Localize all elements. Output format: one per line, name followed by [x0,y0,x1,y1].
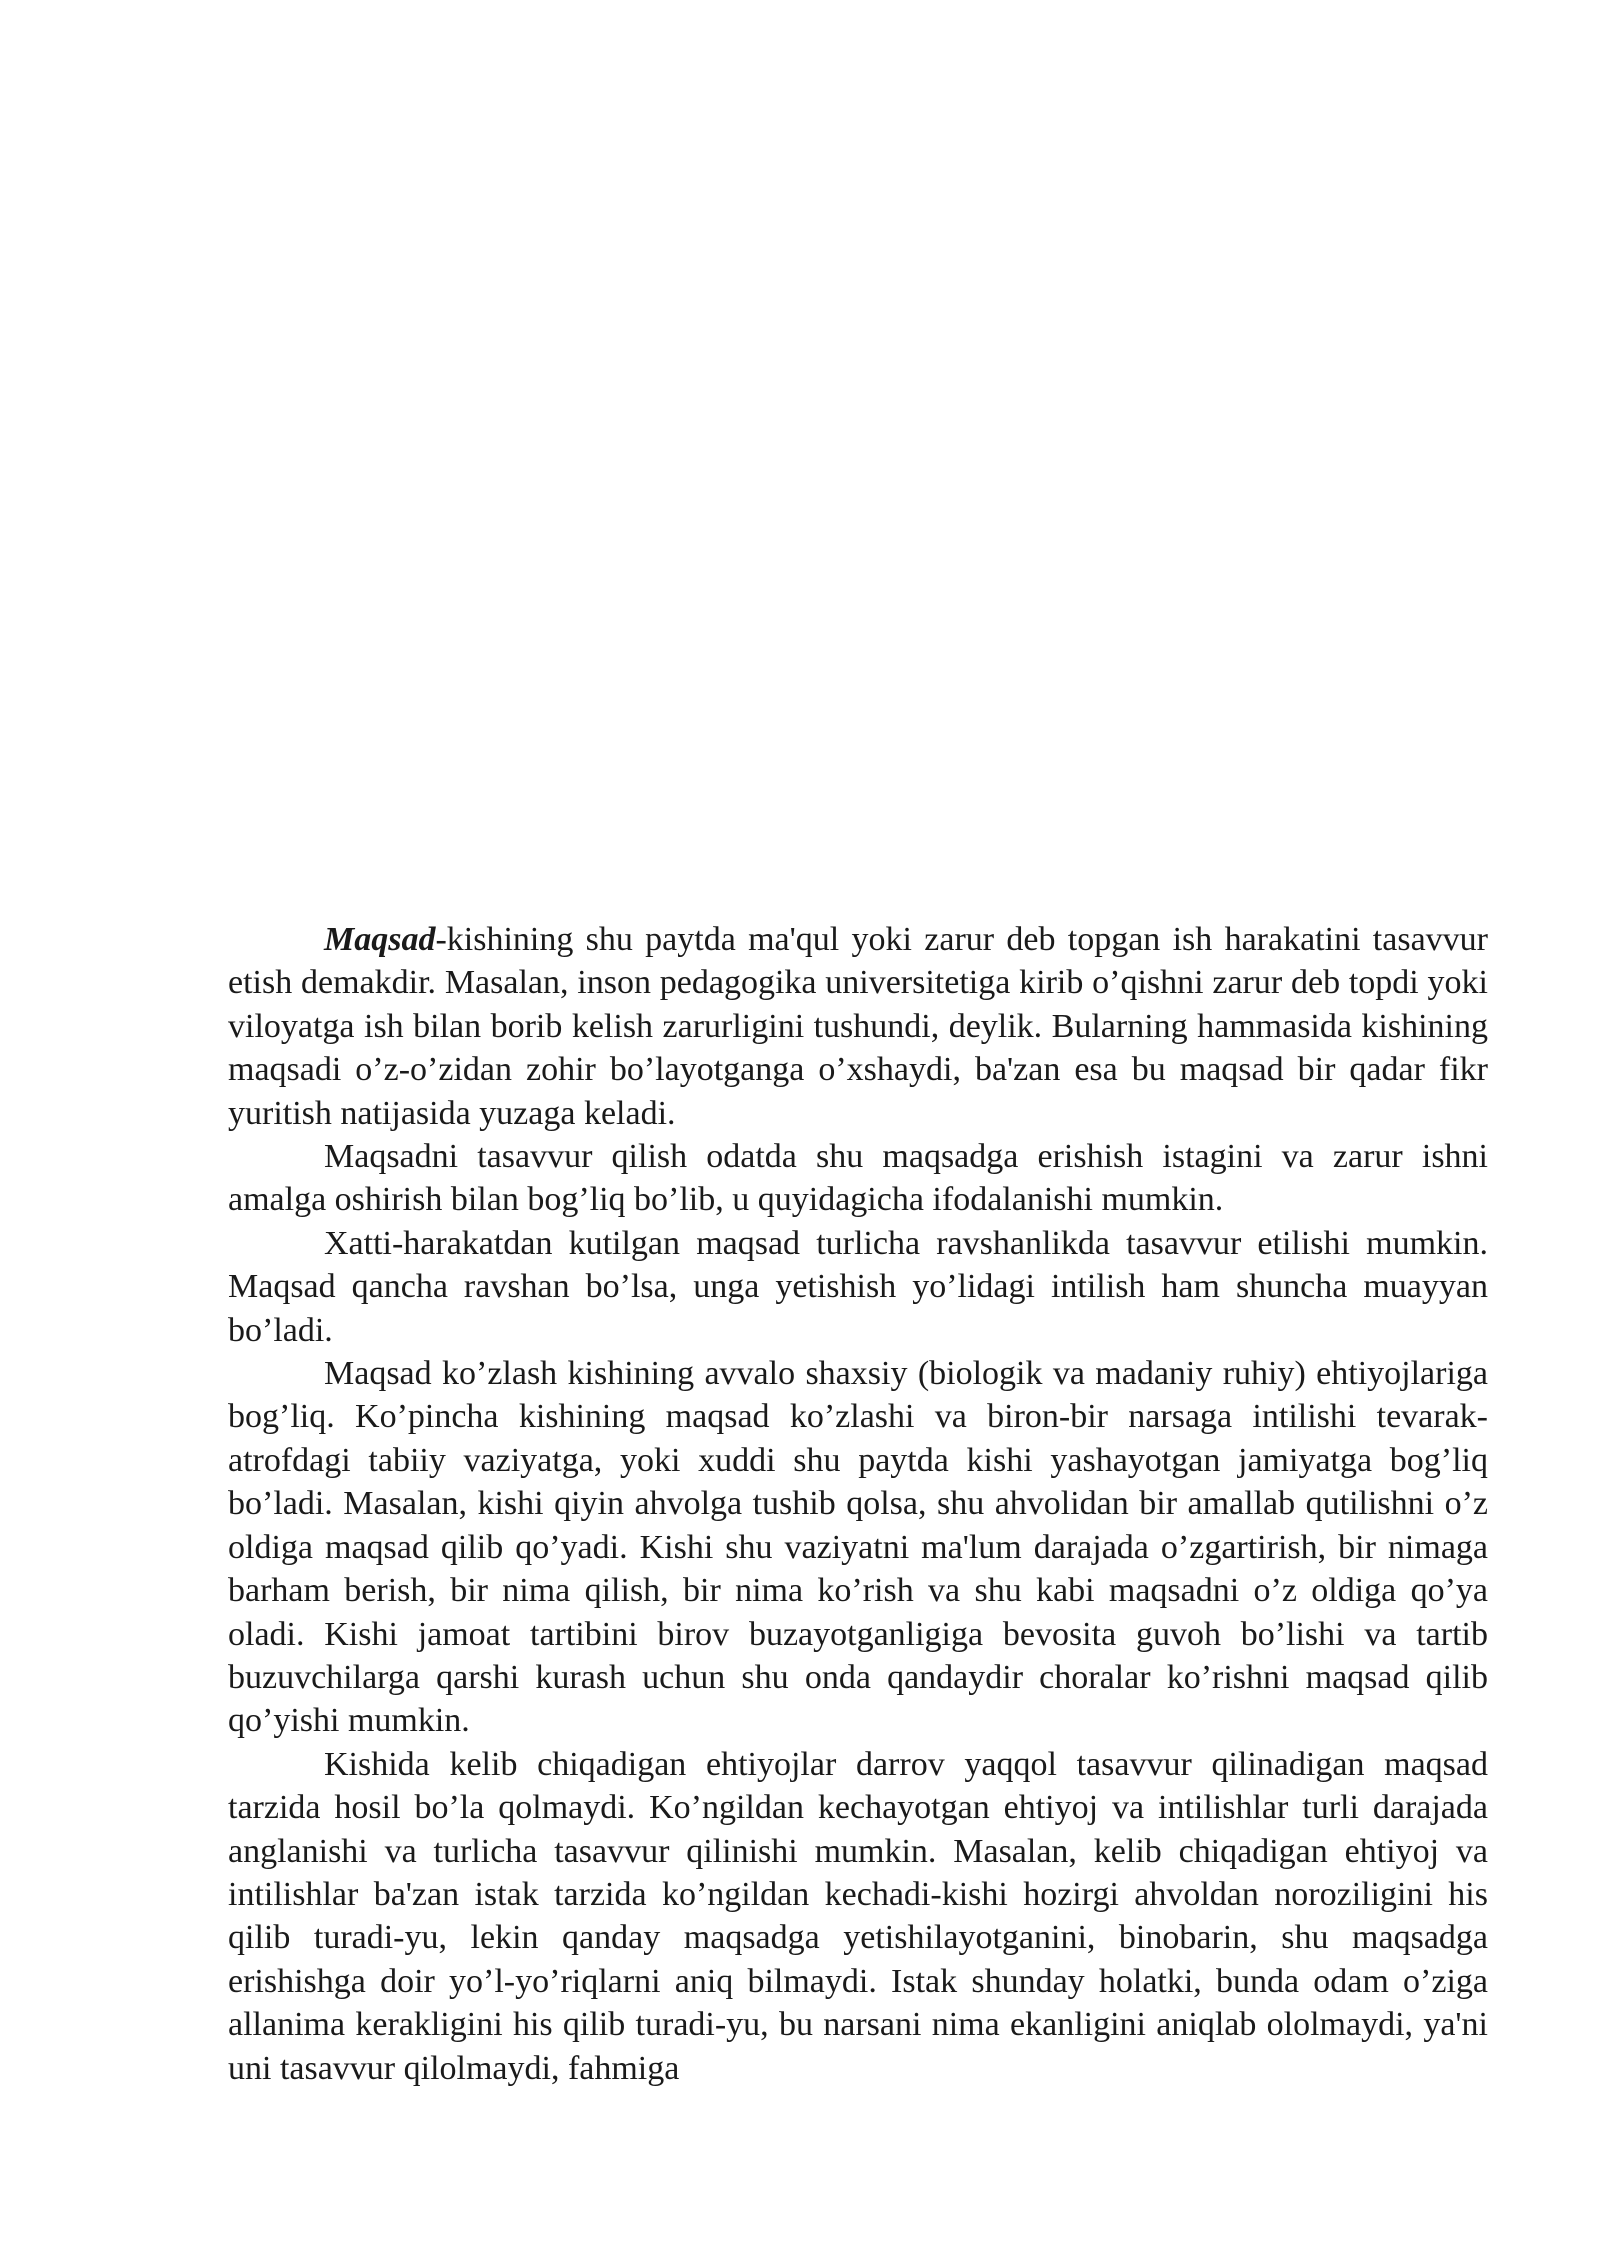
paragraph-2 [228,1135,1488,1222]
paragraph-1 [228,918,1488,1135]
document-body [228,918,1488,2090]
paragraph-5 [228,1743,1488,2090]
paragraph-text: Maqsad ko’zlash kishining avvalo shaxsiy (biologik va madaniy ruhiy) ehtiyojlariga bog’liq. Ko’pincha kishining maqsad ko’zlashi va biron-bir narsaga intilishi tevarak-atrofdagi tabiiy vaziyatga, yoki xuddi shu paytda kishi yashayotgan jamiyatga bog’liq bo’ladi. Masalan, kishi qiyin ahvolga tushib qolsa, shu ahvolidan bir amallab qutilishni o’z oldiga maqsad qilib qo’yadi. Kishi shu vaziyatni ma'lum darajada o’zgartirish, bir nimaga barham berish, bir nima qilish, bir nima ko’rish va shu kabi maqsadni o’z oldiga qo’ya oladi. Kishi jamoat tartibini birov buzayotganligiga bevosita guvoh bo’lishi va tartib buzuvchilarga qarshi kurash uchun shu onda qandaydir choralar ko’rishni maqsad qilib qo’yishi mumkin. [228,1355,1488,1740]
paragraph-text: -kishining shu paytda ma'qul yoki zarur deb topgan ish harakatini tasavvur etish demakdir. Masalan, inson pedagogika universitetiga kirib o’qishni zarur deb topdi yoki viloyatga ish bilan borib kelish zarurligini tushundi, deylik. Bularning hammasida kishining maqsadi o’z-o’zidan zohir bo’layotganga o’xshaydi, ba'zan esa bu maqsad bir qadar fikr yuritish natijasida yuzaga keladi. [228,921,1488,1132]
paragraph-text: Maqsadni tasavvur qilish odatda shu maqsadga erishish istagini va zarur ishni amalga oshirish bilan bog’liq bo’lib, u quyidagicha ifodalanishi mumkin. [228,1138,1488,1219]
paragraph-text: Xatti-harakatdan kutilgan maqsad turlicha ravshanlikda tasavvur etilishi mumkin. Maqsad qancha ravshan bo’lsa, unga yetishish yo’lidagi intilish ham shuncha muayyan bo’ladi. [228,1224,1488,1349]
paragraph-4 [228,1352,1488,1743]
paragraph-3 [228,1222,1488,1352]
defined-term: Maqsad [324,921,436,958]
paragraph-text: Kishida kelib chiqadigan ehtiyojlar darrov yaqqol tasavvur qilinadigan maqsad tarzida hosil bo’la qolmaydi. Ko’ngildan kechayotgan ehtiyoj va intilishlar turli darajada anglanishi va turlicha tasavvur qilinishi mumkin. Masalan, kelib chiqadigan ehtiyoj va intilishlar ba'zan istak tarzida ko’ngildan kechadi-kishi hozirgi ahvoldan noroziligini his qilib turadi-yu, lekin qanday maqsadga yetishilayotganini, binobarin, shu maqsadga erishishga doir yo’l-yo’riqlarni aniq bilmaydi. Istak shunday holatki, bunda odam o’ziga allanima kerakligini his qilib turadi-yu, bu narsani nima ekanligini aniqlab ololmaydi, ya'ni uni tasavvur qilolmaydi, fahmiga [228,1745,1488,2087]
